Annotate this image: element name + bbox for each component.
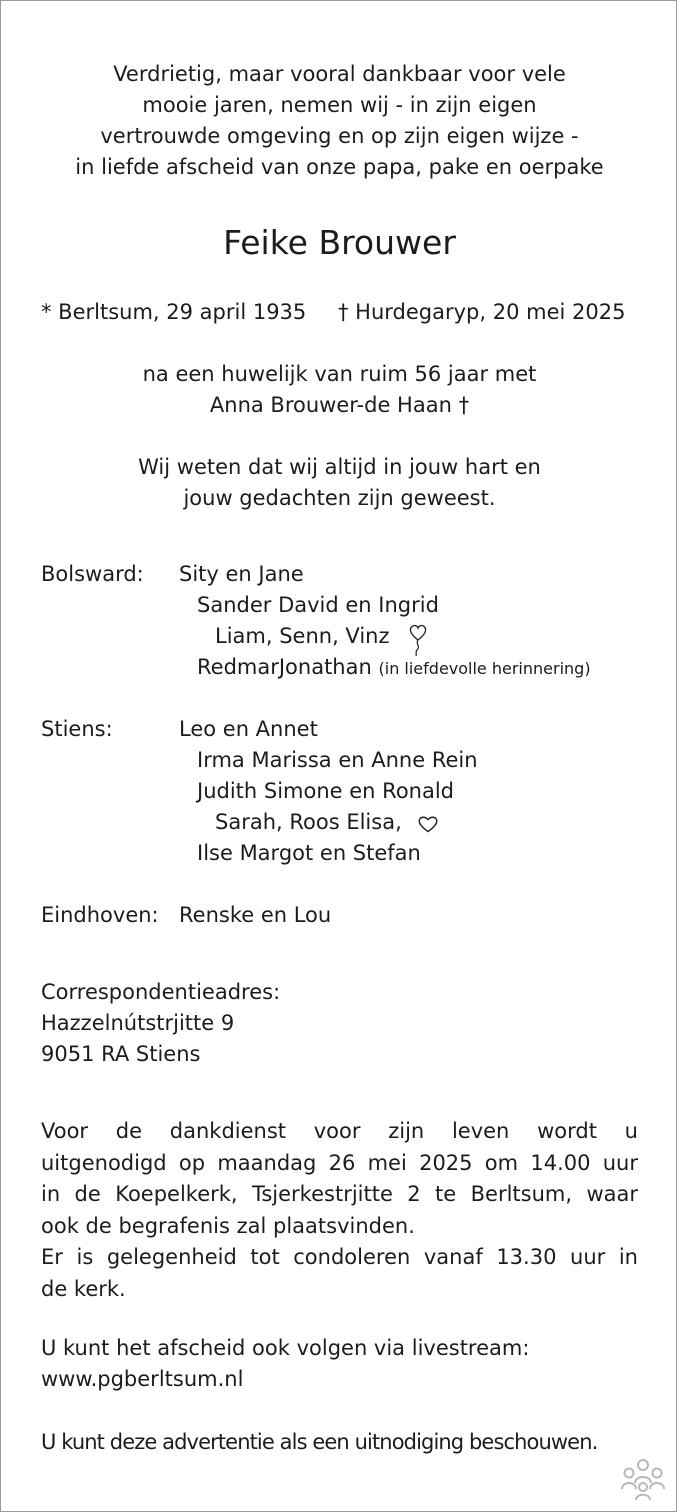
- intro-line-1: Verdrietig, maar vooral dankbaar voor vele: [113, 62, 566, 86]
- address-street: Hazzelnútstrjitte 9: [41, 1011, 235, 1035]
- address-label: Correspondentieadres:: [41, 980, 281, 1004]
- family-line: Sity en Jane: [179, 562, 304, 586]
- family-name: RedmarJonathan: [197, 655, 372, 679]
- service-line: Voor de dankdienst voor zijn leven wordt u: [41, 1119, 638, 1143]
- family-line: Judith Simone en Ronald: [197, 779, 455, 803]
- family-line: Sander David en Ingrid: [197, 593, 439, 617]
- death-date: † Hurdegaryp, 20 mei 2025: [338, 300, 626, 324]
- family-line: Sarah, Roos Elisa,: [215, 810, 402, 834]
- family-place-eindhoven: Eindhoven:: [41, 903, 159, 927]
- invitation-text: U kunt deze advertentie als een uitnodiging beschouwen.: [41, 1430, 598, 1454]
- people-group-icon: [619, 1457, 667, 1501]
- intro-line-4: in liefde afscheid van onze papa, pake en oerpake: [75, 155, 604, 179]
- family-line: Irma Marissa en Anne Rein: [197, 748, 478, 772]
- service-line: uitgenodigd op maandag 26 mei 2025 om 14.00 uur: [41, 1150, 638, 1175]
- family-line: Leo en Annet: [179, 717, 318, 741]
- livestream-url[interactable]: www.pgberltsum.nl: [41, 1367, 244, 1391]
- quote-line-2: jouw gedachten zijn geweest.: [183, 486, 496, 510]
- quote-line-1: Wij weten dat wij altijd in jouw hart en: [138, 455, 541, 479]
- marriage-line-2: Anna Brouwer-de Haan †: [209, 393, 470, 417]
- service-line: ook de begrafenis zal plaatsvinden.: [41, 1213, 415, 1238]
- family-line: [197, 652, 591, 684]
- service-paragraph: [41, 1116, 638, 1305]
- service-line: in de Koepelkerk, Tsjerkestrjitte 2 te Berltsum, waar: [41, 1182, 638, 1206]
- address-city: 9051 RA Stiens: [41, 1042, 201, 1066]
- service-line: de kerk.: [41, 1276, 126, 1301]
- birth-date: * Berltsum, 29 april 1935: [41, 300, 307, 324]
- service-line: Er is gelegenheid tot condoleren vanaf 13.30 uur in: [41, 1245, 638, 1269]
- livestream-text: U kunt het afscheid ook volgen via livestream:: [41, 1336, 530, 1360]
- intro-line-2: mooie jaren, nemen wij - in zijn eigen: [142, 93, 537, 117]
- deceased-name: Feike Brouwer: [223, 223, 456, 262]
- memorial-note: (in liefdevolle herinnering): [378, 659, 591, 678]
- marriage-line-1: na een huwelijk van ruim 56 jaar met: [142, 362, 537, 386]
- intro-line-3: vertrouwde omgeving en op zijn eigen wijze -: [100, 124, 579, 148]
- family-line: Ilse Margot en Stefan: [197, 841, 421, 865]
- family-line: Renske en Lou: [179, 903, 332, 927]
- family-place-stiens: Stiens:: [41, 717, 113, 741]
- family-line: Liam, Senn, Vinz: [215, 624, 390, 648]
- family-place-bolsward: Bolsward:: [41, 562, 144, 586]
- heart-outline-icon: [417, 815, 439, 833]
